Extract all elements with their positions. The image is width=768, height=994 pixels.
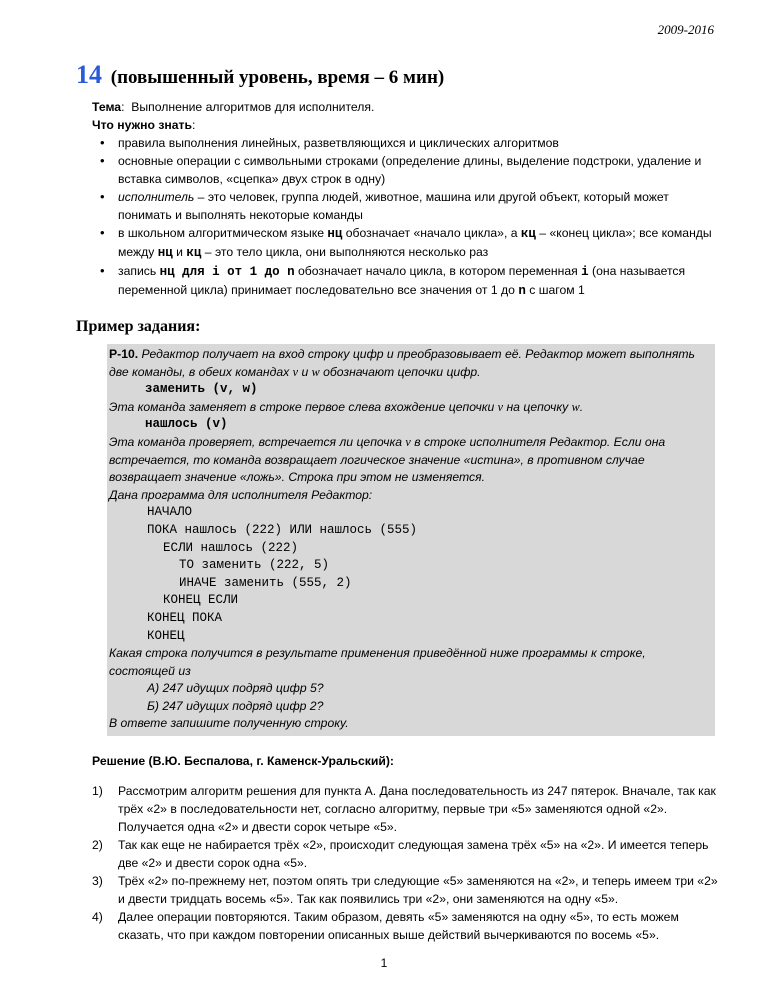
task-question: Какая строка получится в результате применения приведённой ниже программы к строке, состоящей из [109, 646, 646, 678]
command-found-desc [109, 434, 711, 487]
know-item-text: обозначает «начало цикла», а [342, 226, 521, 240]
var-v: v [405, 434, 411, 449]
know-item-text: с шагом 1 [525, 283, 585, 297]
var-v: v [292, 364, 299, 379]
know-item-text: – это человек, группа людей, животное, машина или другой объект, который может понимать и выполнять некоторые команды [118, 190, 669, 222]
program-line: ТО заменить (222, 5) [179, 558, 330, 573]
option-b: Б) 247 идущих подряд цифр 2? [147, 698, 324, 713]
command-replace-desc [109, 399, 711, 417]
desc-text: . [579, 399, 584, 414]
command-replace: заменить (v, w) [145, 382, 258, 397]
solution-step [92, 872, 720, 908]
program-line: НАЧАЛО [147, 505, 193, 520]
know-item-text: и [172, 245, 187, 259]
topic-label: Тема [92, 100, 122, 114]
task-number: 14 [76, 60, 102, 89]
know-item-text: запись [118, 264, 160, 278]
know-item-text: правила выполнения линейных, разветвляющихся и циклических алгоритмов [118, 136, 559, 150]
solution-steps [92, 782, 720, 944]
know-item [92, 224, 712, 262]
program-intro: Дана программа для исполнителя Редактор: [109, 487, 373, 502]
step-number: 1) [92, 784, 103, 799]
desc-text: Эта команда заменяет в строке первое слева вхождение цепочки [109, 399, 498, 414]
task-level-time: (повышенный уровень, время – 6 мин) [110, 67, 445, 88]
code-i: i [581, 265, 589, 279]
code-loop: нц для i от 1 до n [159, 265, 295, 279]
know-item [92, 188, 712, 224]
option-a: А) 247 идущих подряд цифр 5? [147, 681, 324, 696]
step-number: 4) [92, 910, 103, 925]
know-heading: Что нужно знать: [92, 118, 196, 132]
program-line: ЕСЛИ нашлось (222) [163, 540, 299, 555]
know-list [92, 134, 712, 300]
desc-text: Эта команда проверяет, встречается ли цепочка [109, 434, 406, 449]
know-item-text: обозначает начало цикла, в котором переменная [294, 264, 582, 278]
code-kc: кц [186, 246, 202, 260]
task-intro-text: и [298, 364, 312, 379]
task-intro-text: обозначают цепочки цифр. [319, 364, 481, 379]
program-code [109, 504, 711, 645]
answer-prompt: В ответе запишите полученную строку. [109, 716, 349, 731]
step-number: 3) [92, 874, 103, 889]
task-heading [76, 60, 444, 90]
know-item-text: (она называется переменной цикла) принимает последовательно все значения от 1 до [118, 264, 686, 297]
page-number: 1 [380, 956, 388, 970]
task-id: Р-10. [109, 347, 139, 361]
desc-text: на цепочку [503, 399, 572, 414]
var-w: w [311, 364, 320, 379]
code-nc: нц [327, 227, 343, 241]
example-title: Пример задания: [76, 318, 201, 335]
topic-section [92, 98, 712, 300]
program-line: КОНЕЦ [147, 628, 185, 643]
task-intro-text: Редактор получает на вход строку цифр и преобразовывает её. Редактор может выполнять две команды, в обеих командах [109, 347, 695, 379]
program-line: КОНЕЦ ЕСЛИ [163, 593, 239, 608]
task-intro [109, 346, 711, 381]
solution-step [92, 782, 720, 836]
topic-text: Выполнение алгоритмов для исполнителя. [131, 100, 375, 114]
know-item [92, 152, 712, 188]
task-box [107, 344, 715, 736]
solution-title: Решение (В.Ю. Беспалова, г. Каменск-Уральский): [92, 754, 394, 769]
step-text: Так как еще не набирается трёх «2», происходит следующая замена трёх «5» на «2». И имеется теперь две «2» и двести сорок одна «5». [118, 838, 709, 871]
step-text: Трёх «2» по-прежнему нет, поэтом опять три следующие «5» заменяются на «2», и теперь имеем три «2» и двести тридцать восемь «5». Так как появились три «2», они заменяются на одну «5». [118, 874, 718, 907]
topic-line: Тема: Выполнение алгоритмов для исполнителя. [92, 100, 375, 114]
step-number: 2) [92, 838, 103, 853]
program-line: КОНЕЦ ПОКА [147, 610, 223, 625]
command-found: нашлось (v) [145, 417, 228, 432]
program-line: ИНАЧЕ заменить (555, 2) [179, 575, 352, 590]
var-w: w [571, 399, 580, 414]
code-n: n [518, 284, 526, 298]
know-item-text: в школьном алгоритмическом языке [118, 226, 328, 240]
solution-section [92, 740, 720, 944]
code-kc: кц [520, 227, 536, 241]
know-item-text: – это тело цикла, они выполняются несколько раз [201, 245, 489, 259]
know-label: Что нужно знать [92, 118, 192, 132]
page-year-range: 2009-2016 [657, 22, 714, 37]
code-nc: нц [157, 246, 173, 260]
know-item [92, 262, 712, 300]
program-line: ПОКА нашлось (222) ИЛИ нашлось (555) [147, 522, 418, 537]
solution-step [92, 836, 720, 872]
term-executor: исполнитель [118, 190, 195, 204]
know-item-text: – «конец цикла»; все команды между [118, 226, 712, 259]
know-item [92, 134, 712, 152]
solution-step [92, 908, 720, 944]
var-v: v [497, 399, 504, 414]
step-text: Рассмотрим алгоритм решения для пункта А. Дана последовательность из 247 пятерок. Вначале, так как трёх «2» в последовательности нет, согласно алгоритму, первые три «5» заменяются одной «2». Получается одна «2» и двести сорок четыре «5». [118, 784, 716, 835]
step-text: Далее операции повторяются. Таким образом, девять «5» заменяются на одну «5», то есть можем сказать, что при каждом повторении описанных выше действий вычеркиваются по восемь «5». [118, 910, 679, 943]
know-item-text: основные операции с символьными строками (определение длины, выделение подстроки, удаление и вставка символов, «сцепка» двух строк в одну) [118, 154, 702, 186]
desc-text: в строке исполнителя Редактор. Если она встречается, то команда возвращает логическое значение «истина», в противном случае возвращает значение «ложь». Строка при этом не изменяется. [109, 434, 666, 485]
